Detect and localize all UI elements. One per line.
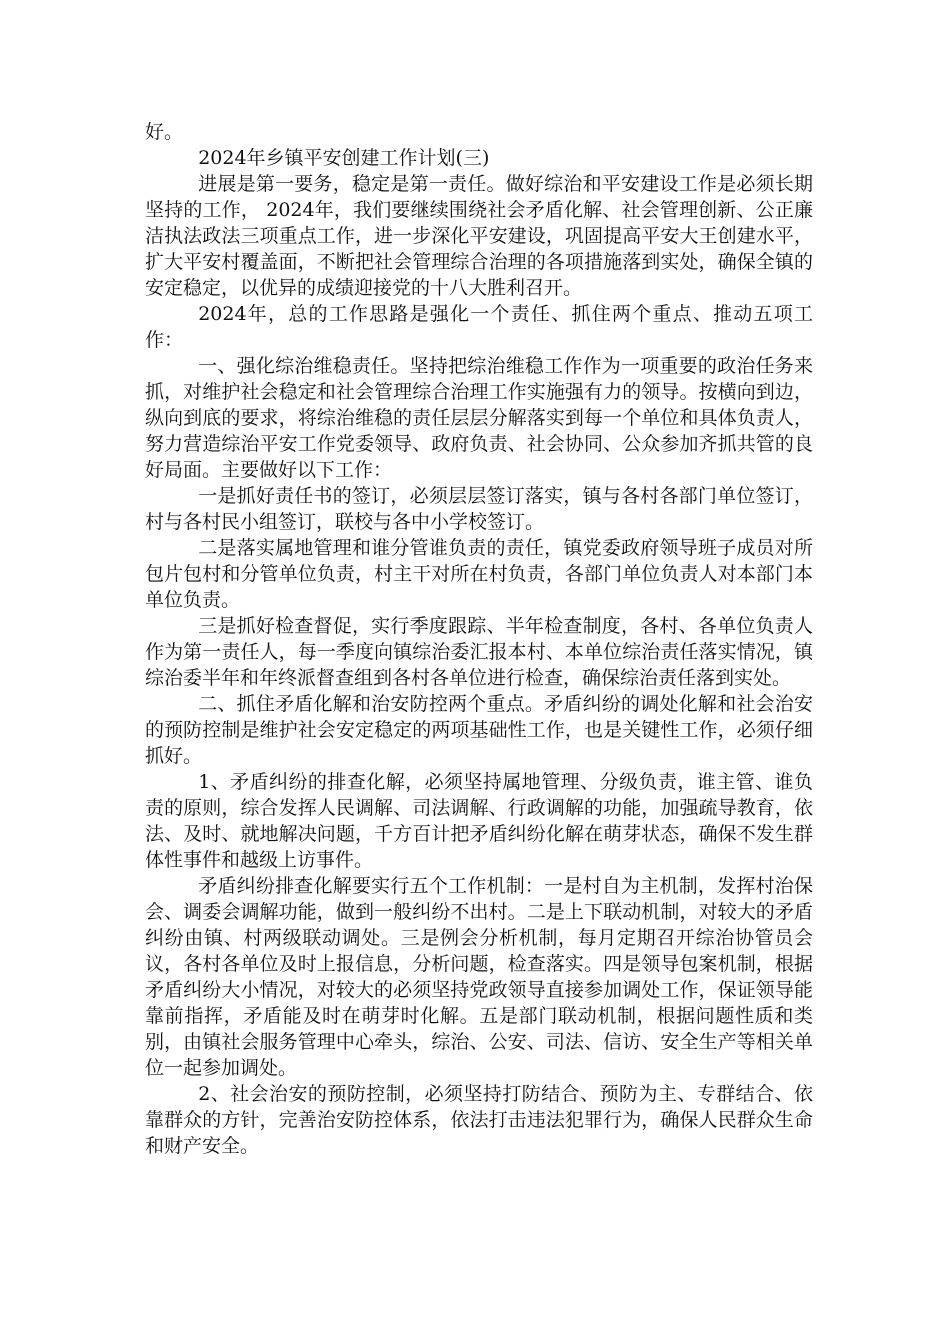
- paragraph: 一是抓好责任书的签订，必须层层签订落实，镇与各村各部门单位签订，村与各村民小组签订，联校与各中小学校签订。: [145, 485, 813, 533]
- paragraph: 三是抓好检查督促，实行季度跟踪、半年检查制度，各村、各单位负责人作为第一责任人，每一季度向镇综治委汇报本村、本单位综治责任落实情况，镇综治委半年和年终派督查组到各村各单位进行检查，确保综治责任落到实处。: [145, 615, 813, 689]
- paragraph: 矛盾纠纷排查化解要实行五个工作机制：一是村自为主机制，发挥村治保会、调委会调解功能，做到一般纠纷不出村。二是上下联动机制，对较大的矛盾纠纷由镇、村两级联动调处。三是例会分析机制，每月定期召开综治协管员会议，各村各单位及时上报信息，分析问题，检查落实。四是领导包案机制，根据矛盾纠纷大小情况，对较大的必须坚持党政领导直接参加调处工作，保证领导能靠前指挥，矛盾能及时在萌芽时化解。五是部门联动机制，根据问题性质和类别，由镇社会服务管理中心牵头，综治、公安、司法、信访、安全生产等相关单位一起参加调处。: [145, 875, 813, 1079]
- section-title: 2024年乡镇平安创建工作计划(三): [198, 147, 490, 169]
- paragraph: 一、强化综治维稳责任。坚持把综治维稳工作作为一项重要的政治任务来抓，对维护社会稳定和社会管理综合治理工作实施强有力的领导。按横向到边，纵向到底的要求，将综治维稳的责任层层分解落实到每一个单位和具体负责人，努力营造综治平安工作党委领导、政府负责、社会协同、公众参加齐抓共管的良好局面。主要做好以下工作：: [145, 355, 813, 481]
- paragraph-continuation: 好。: [145, 121, 184, 143]
- paragraph: 1、矛盾纠纷的排查化解，必须坚持属地管理、分级负责，谁主管、谁负责的原则，综合发挥人民调解、司法调解、行政调解的功能，加强疏导教育，依法、及时、就地解决问题，千方百计把矛盾纠纷化解在萌芽状态，确保不发生群体性事件和越级上访事件。: [145, 771, 813, 871]
- paragraph: 2、社会治安的预防控制，必须坚持打防结合、预防为主、专群结合、依靠群众的方针，完善治安防控体系，依法打击违法犯罪行为，确保人民群众生命和财产安全。: [145, 1083, 813, 1157]
- paragraph: 进展是第一要务，稳定是第一责任。做好综治和平安建设工作是必须长期坚持的工作， 2024年，我们要继续围绕社会矛盾化解、社会管理创新、公正廉洁执法政法三项重点工作，进一步深化平安建设，巩固提高平安大王创建水平，扩大平安村覆盖面，不断把社会管理综合治理的各项措施落到实处，确保全镇的安定稳定，以优异的成绩迎接党的十八大胜利召开。: [145, 173, 813, 299]
- paragraph: 二、抓住矛盾化解和治安防控两个重点。矛盾纠纷的调处化解和社会治安的预防控制是维护社会安定稳定的两项基础性工作，也是关键性工作，必须仔细抓好。: [145, 693, 813, 767]
- document-body: [145, 119, 813, 1159]
- paragraph: 二是落实属地管理和谁分管谁负责的责任，镇党委政府领导班子成员对所包片包村和分管单位负责，村主干对所在村负责，各部门单位负责人对本部门本单位负责。: [145, 537, 813, 611]
- paragraph: 2024年，总的工作思路是强化一个责任、抓住两个重点、推动五项工作：: [145, 303, 813, 351]
